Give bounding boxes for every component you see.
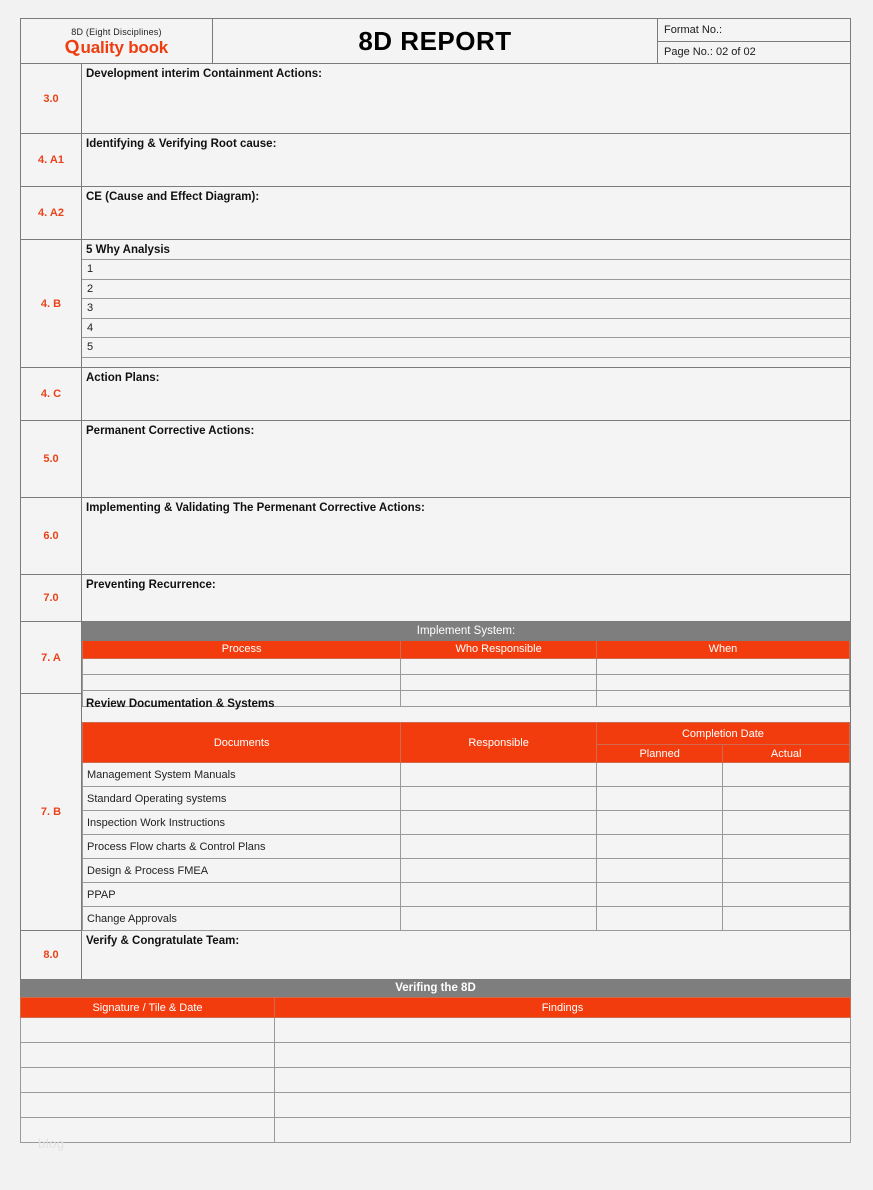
section-8-0-number: 8.0 [21, 931, 82, 979]
doc-name: Standard Operating systems [83, 787, 401, 811]
logo-q-glyph: Q [62, 35, 82, 60]
cell-when[interactable] [596, 675, 849, 691]
section-7-b-body [82, 694, 850, 930]
doc-planned[interactable] [596, 787, 723, 811]
section-6-0-body[interactable] [82, 498, 850, 574]
doc-actual[interactable] [723, 883, 850, 907]
doc-name: Inspection Work Instructions [83, 811, 401, 835]
doc-responsible[interactable] [401, 811, 597, 835]
col-signature-title-date: Signature / Tile & Date [21, 998, 275, 1018]
cell-process[interactable] [83, 659, 401, 675]
section-4-c-label: Action Plans: [86, 372, 160, 384]
cell-who[interactable] [401, 675, 597, 691]
section-7-0-number: 7.0 [21, 575, 82, 621]
section-4-c [21, 368, 850, 421]
page-title [213, 19, 658, 63]
page-title-text: 8D REPORT [358, 25, 512, 56]
section-3-0 [21, 64, 850, 134]
section-5-0-label: Permanent Corrective Actions: [86, 425, 255, 437]
col-findings: Findings [274, 998, 850, 1018]
cell-signature[interactable] [21, 1068, 275, 1093]
doc-planned[interactable] [596, 811, 723, 835]
table-row [83, 675, 850, 691]
section-7-0-body[interactable] [82, 575, 850, 621]
report-sheet [20, 18, 851, 980]
doc-responsible[interactable] [401, 907, 597, 931]
section-8-0-body[interactable] [82, 931, 850, 979]
section-4-a1-label: Identifying & Verifying Root cause: [86, 138, 277, 150]
section-5-0-number: 5.0 [21, 421, 82, 497]
doc-responsible[interactable] [401, 859, 597, 883]
docs-header-row-1 [83, 723, 850, 745]
cell-signature[interactable] [21, 1043, 275, 1068]
section-7-b [21, 694, 850, 931]
cell-findings[interactable] [274, 1093, 850, 1118]
col-documents: Documents [83, 723, 401, 763]
table-row [21, 1118, 851, 1143]
five-why-row-2[interactable]: 2 [82, 279, 850, 299]
section-7-0 [21, 575, 850, 622]
section-7-b-number: 7. B [21, 694, 82, 930]
doc-planned[interactable] [596, 859, 723, 883]
col-completion-date: Completion Date [596, 723, 849, 745]
section-4-b-body [82, 240, 850, 367]
section-7-a-body [82, 622, 850, 693]
cell-signature[interactable] [21, 1118, 275, 1143]
section-4-b-number: 4. B [21, 240, 82, 367]
section-7-a-number: 7. A [21, 622, 82, 693]
col-process: Process [83, 641, 401, 659]
section-4-a1 [21, 134, 850, 187]
section-6-0 [21, 498, 850, 575]
verify-8d-table [20, 997, 851, 1143]
cell-signature[interactable] [21, 1093, 275, 1118]
table-row [83, 787, 850, 811]
section-4-a2-label: CE (Cause and Effect Diagram): [86, 191, 260, 203]
implement-system-header-row [83, 641, 850, 659]
section-8-0-label: Verify & Congratulate Team: [86, 935, 240, 947]
doc-actual[interactable] [723, 907, 850, 931]
table-row [21, 1018, 851, 1043]
doc-responsible[interactable] [401, 883, 597, 907]
section-6-0-number: 6.0 [21, 498, 82, 574]
table-row [83, 835, 850, 859]
doc-name: PPAP [83, 883, 401, 907]
cell-findings[interactable] [274, 1118, 850, 1143]
table-row [21, 1043, 851, 1068]
report-header [21, 19, 850, 64]
col-actual: Actual [723, 745, 850, 763]
review-docs-label: Review Documentation & Systems [86, 698, 275, 710]
logo-wordmark-text: uality book [80, 38, 169, 57]
logo-subtitle: 8D (Eight Disciplines) [71, 27, 162, 37]
doc-planned[interactable] [596, 907, 723, 931]
section-5-0-body[interactable] [82, 421, 850, 497]
cell-signature[interactable] [21, 1018, 275, 1043]
col-who-responsible: Who Responsible [401, 641, 597, 659]
section-3-0-number: 3.0 [21, 64, 82, 133]
five-why-row-5[interactable]: 5 [82, 337, 850, 357]
implement-system-band: Implement System: [83, 623, 850, 641]
doc-name: Design & Process FMEA [83, 859, 401, 883]
section-4-c-body[interactable] [82, 368, 850, 420]
doc-actual[interactable] [723, 811, 850, 835]
section-4-a2 [21, 187, 850, 240]
table-row [21, 1068, 851, 1093]
doc-actual[interactable] [723, 763, 850, 787]
doc-planned[interactable] [596, 883, 723, 907]
verify-8d-band: Verifing the 8D [20, 980, 851, 997]
table-row [21, 1093, 851, 1118]
page-no-field: Page No.: 02 of 02 [664, 46, 756, 59]
doc-responsible[interactable] [401, 763, 597, 787]
five-why-label: 5 Why Analysis [86, 244, 170, 256]
cell-process[interactable] [83, 675, 401, 691]
doc-responsible[interactable] [401, 835, 597, 859]
doc-name: Change Approvals [83, 907, 401, 931]
blog-watermark: blog [38, 1136, 65, 1151]
table-row [83, 763, 850, 787]
section-6-0-label: Implementing & Validating The Permenant Corrective Actions: [86, 502, 425, 514]
verify-8d-block [20, 980, 851, 1143]
col-responsible: Responsible [401, 723, 597, 763]
table-row [83, 811, 850, 835]
section-7-0-label: Preventing Recurrence: [86, 579, 216, 591]
five-why-row-4[interactable]: 4 [82, 318, 850, 338]
table-row [83, 659, 850, 675]
section-3-0-body[interactable] [82, 64, 850, 133]
doc-responsible[interactable] [401, 787, 597, 811]
section-4-a2-number: 4. A2 [21, 187, 82, 239]
section-4-a2-body[interactable] [82, 187, 850, 239]
section-8-0 [21, 931, 850, 979]
table-row [83, 859, 850, 883]
table-row [83, 907, 850, 931]
five-why-row-3[interactable]: 3 [82, 298, 850, 318]
cell-who[interactable] [401, 659, 597, 675]
implement-system-band-row [83, 623, 850, 641]
section-4-a1-body[interactable] [82, 134, 850, 186]
doc-actual[interactable] [723, 787, 850, 811]
section-5-0 [21, 421, 850, 498]
doc-planned[interactable] [596, 835, 723, 859]
cell-findings[interactable] [274, 1068, 850, 1093]
review-documentation-table [82, 722, 850, 931]
format-no-field[interactable]: Format No.: [658, 19, 850, 42]
section-4-a1-number: 4. A1 [21, 134, 82, 186]
col-planned: Planned [596, 745, 723, 763]
doc-planned[interactable] [596, 763, 723, 787]
cell-when[interactable] [596, 659, 849, 675]
brand-logo [21, 19, 213, 63]
table-row [83, 883, 850, 907]
doc-name: Process Flow charts & Control Plans [83, 835, 401, 859]
doc-actual[interactable] [723, 859, 850, 883]
col-when: When [596, 641, 849, 659]
cell-findings[interactable] [274, 1043, 850, 1068]
doc-actual[interactable] [723, 835, 850, 859]
cell-findings[interactable] [274, 1018, 850, 1043]
section-3-0-label: Development interim Containment Actions: [86, 68, 322, 80]
section-7-a [21, 622, 850, 694]
verify-header-row [21, 998, 851, 1018]
five-why-row-1[interactable]: 1 [82, 259, 850, 279]
logo-wordmark [62, 35, 169, 60]
header-meta [658, 19, 850, 63]
section-4-b [21, 240, 850, 368]
section-4-c-number: 4. C [21, 368, 82, 420]
doc-name: Management System Manuals [83, 763, 401, 787]
